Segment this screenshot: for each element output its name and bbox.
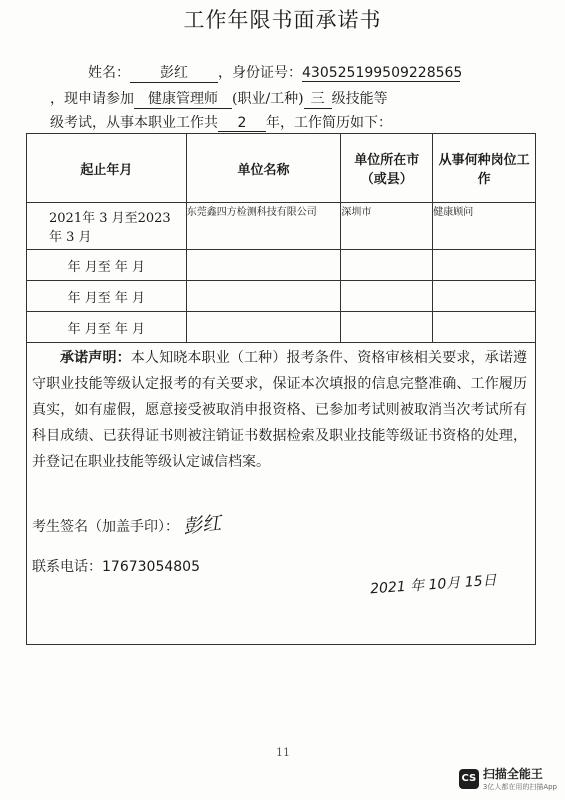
phone-line bbox=[32, 556, 200, 576]
occupation-value: 健康管理师 bbox=[134, 88, 232, 109]
table-row bbox=[27, 281, 536, 312]
signature-line bbox=[32, 510, 221, 537]
level-suffix: 级技能等 bbox=[331, 91, 388, 107]
row-position: 健康顾问 bbox=[433, 203, 536, 250]
brand-tagline: 3亿人都在用的扫描App bbox=[482, 783, 557, 791]
years-prefix: 级考试，从事本职业工作共 bbox=[50, 115, 218, 131]
row-location: 深圳市 bbox=[341, 203, 433, 250]
name-label: 姓名： bbox=[88, 65, 130, 81]
header-period: 起止年月 bbox=[27, 134, 187, 203]
page-number: 11 bbox=[276, 746, 290, 759]
years-suffix: 年，工作简历如下： bbox=[266, 115, 392, 131]
promise-heading: 承诺声明： bbox=[60, 350, 131, 366]
phone-label: 联系电话： bbox=[32, 559, 102, 575]
row-position bbox=[433, 250, 536, 281]
years-value: 2 bbox=[218, 115, 266, 132]
row-company bbox=[186, 281, 341, 312]
document-title: 工作年限书面承诺书 bbox=[183, 8, 382, 32]
scanner-watermark bbox=[459, 765, 557, 792]
signature-label: 考生签名（加盖手印）： bbox=[32, 519, 179, 535]
row-company bbox=[186, 250, 341, 281]
table-row bbox=[27, 250, 536, 281]
apply-line bbox=[50, 88, 388, 109]
signing-date: 2021 年 10月 15日 bbox=[369, 572, 498, 598]
apply-prefix: ，现申请参加 bbox=[50, 91, 134, 107]
id-label: ，身份证号： bbox=[218, 65, 302, 81]
promise-statement bbox=[32, 345, 527, 475]
id-number-value: 430525199509228565 bbox=[302, 65, 463, 81]
name-line bbox=[88, 62, 463, 83]
resume-table bbox=[26, 133, 536, 343]
promise-body: 本人知晓本职业（工种）报考条件、资格审核相关要求，承诺遵守职业技能等级认定报考的有关要求，保证本次填报的信息完整准确、工作履历真实，如有虚假，愿意接受被取消申报资格、已参加考试则被取消当次考试所有科目成绩、已获得证书则被注销证书数据检索及职业技能等级证书资格的处理，并登记在职业技能等级认定诚信档案。 bbox=[32, 350, 527, 470]
header-position: 从事何种岗位工作 bbox=[433, 134, 536, 203]
years-line bbox=[50, 112, 392, 132]
brand-name: 扫描全能王 bbox=[482, 767, 543, 781]
row-position bbox=[433, 281, 536, 312]
name-value: 彭红 bbox=[130, 62, 218, 83]
row-period: 年 月至 年 月 bbox=[27, 250, 187, 281]
row-location bbox=[341, 281, 433, 312]
row-period: 2021年 3 月至2023 年 3 月 bbox=[27, 203, 187, 250]
row-period: 年 月至 年 月 bbox=[27, 312, 187, 343]
row-period: 年 月至 年 月 bbox=[27, 281, 187, 312]
level-value: 三 bbox=[304, 88, 332, 109]
header-location: 单位所在市（或县） bbox=[341, 134, 433, 203]
header-company: 单位名称 bbox=[186, 134, 341, 203]
table-header-row bbox=[27, 134, 536, 203]
phone-value: 17673054805 bbox=[102, 559, 200, 575]
camscanner-logo-icon: CS bbox=[459, 769, 479, 789]
row-location bbox=[341, 250, 433, 281]
handwritten-signature: 彭红 bbox=[182, 512, 223, 538]
row-company: 东莞鑫四方检测科技有限公司 bbox=[186, 203, 341, 250]
occupation-suffix: (职业/工种) bbox=[232, 91, 304, 107]
table-row bbox=[27, 203, 536, 250]
